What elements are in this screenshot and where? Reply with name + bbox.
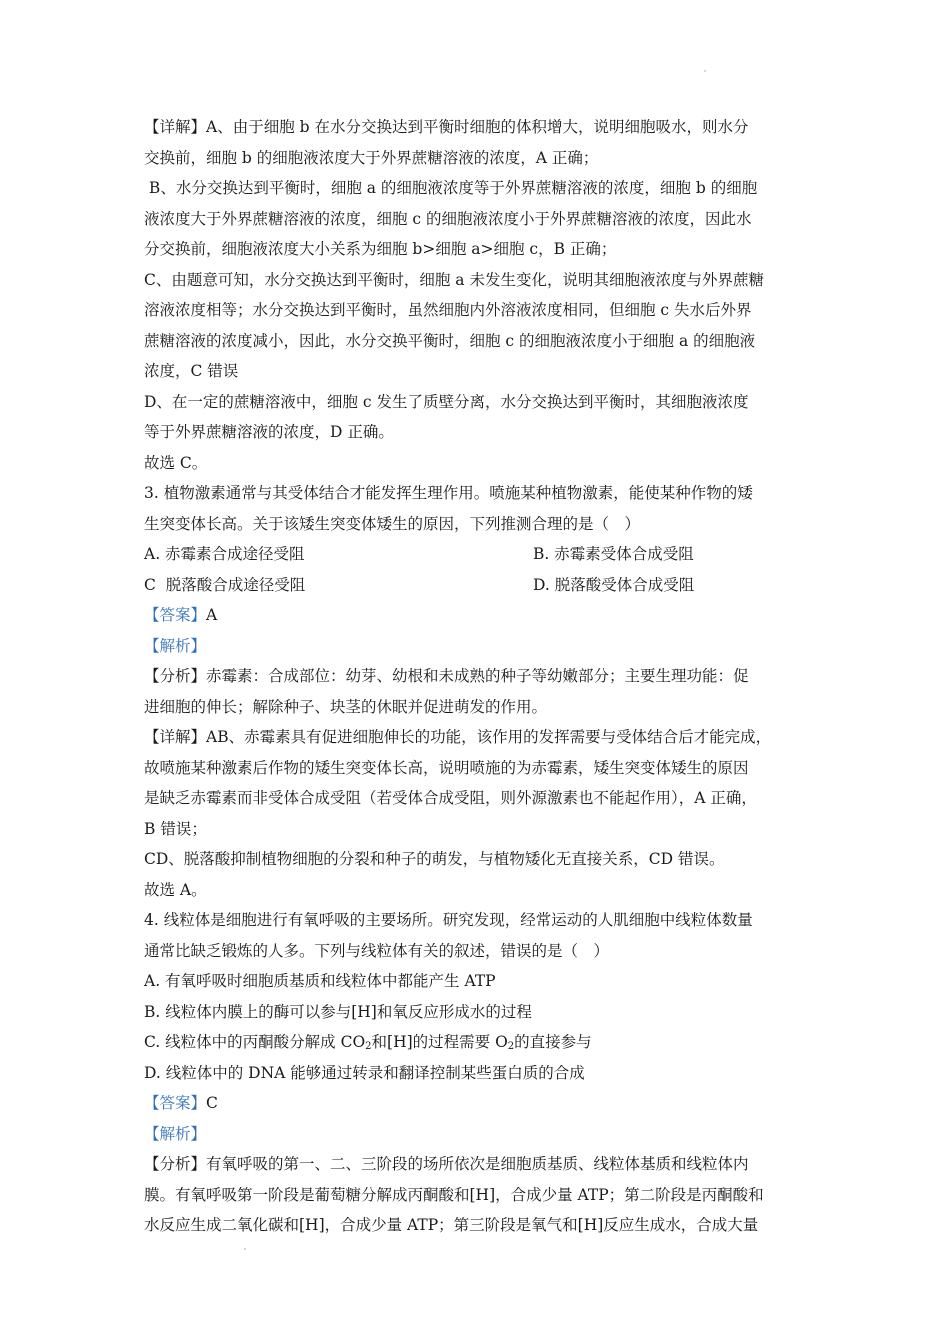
option-c: C. 线粒体中的丙酮酸分解成 $CO_2$和[H]的过程需要 $O_2$的直接参与 [144, 1033, 592, 1052]
text-line: 故选 A。 [144, 880, 207, 899]
option-b: B. 线粒体内膜上的酶可以参与[H]和氧反应形成水的过程 [144, 1002, 532, 1021]
text-line: 液浓度大于外界蔗糖溶液的浓度，细胞 c 的细胞液浓度小于外界蔗糖溶液的浓度，因此水 [144, 209, 752, 228]
text-line: 【详解】AB、赤霉素具有促进细胞伸长的功能，该作用的发挥需要与受体结合后才能完成， [144, 728, 772, 746]
text-line: 膜。有氧呼吸第一阶段是葡萄糖分解成丙酮酸和[H]，合成少量 ATP；第二阶段是丙酮酸和 [144, 1185, 764, 1204]
text-line: 是缺乏赤霉素而非受体合成受阻（若受体合成受阻，则外源激素也不能起作用），A 正确， [144, 789, 757, 807]
option-d: D. 脱落酸受体合成受阻 [533, 575, 695, 594]
text-line: 【分析】有氧呼吸的第一、二、三阶段的场所依次是细胞质基质、线粒体基质和线粒体内 [144, 1155, 749, 1173]
text-line: 【详解】A、由于细胞 b 在水分交换达到平衡时细胞的体积增大，说明细胞吸水，则水分 [144, 118, 749, 136]
text-line: 故喷施某种激素后作物的矮生突变体长高，说明喷施的为赤霉素，矮生突变体矮生的原因 [144, 758, 749, 777]
option-row [144, 539, 814, 570]
option-a: A. 赤霉素合成途径受阻 [144, 545, 305, 563]
question-stem: 生突变体长高。关于该矮生突变体矮生的原因，下列推测合理的是（ ） [144, 514, 641, 533]
answer-value: A [206, 606, 218, 624]
text-line: 溶液浓度相等；水分交换达到平衡时，虽然细胞内外溶液浓度相同，但细胞 c 失水后外界 [144, 301, 752, 319]
analysis-heading: 【解析】 [144, 1124, 207, 1143]
text-line: 【分析】赤霉素：合成部位：幼芽、幼根和未成熟的种子等幼嫩部分；主要生理功能：促 [144, 667, 749, 685]
question-4 [144, 905, 814, 1241]
text-line: B 错误； [144, 819, 207, 838]
text-line: 等于外界蔗糖溶液的浓度，D 正确。 [144, 423, 394, 441]
text-line: 进细胞的伸长；解除种子、块茎的休眠并促进萌发的作用。 [144, 697, 548, 716]
text-line: 交换前，细胞 b 的细胞液浓度大于外界蔗糖溶液的浓度，A 正确； [144, 148, 599, 167]
text-line: D、在一定的蔗糖溶液中，细胞 c 发生了质壁分离，水分交换达到平衡时，其细胞液浓度 [144, 392, 749, 411]
option-b: B. 赤霉素受体合成受阻 [533, 545, 694, 563]
text-line: 浓度，C 错误 [144, 362, 239, 380]
answer-line [144, 1088, 814, 1119]
answer-tag: 【答案】 [144, 1094, 207, 1112]
option-a: A. 有氧呼吸时细胞质基质和线粒体中都能产生 ATP [144, 972, 496, 990]
answer-value: C [206, 1094, 218, 1112]
text-line: 蔗糖溶液的浓度减小，因此，水分交换平衡时，细胞 c 的细胞液浓度小于细胞 a 的细胞液 [144, 331, 756, 350]
question-stem: 4. 线粒体是细胞进行有氧呼吸的主要场所。研究发现，经常运动的人肌细胞中线粒体数量 [144, 911, 753, 929]
scan-dot [244, 1248, 246, 1250]
question-3 [144, 478, 814, 905]
text-line: B、水分交换达到平衡时，细胞 a 的细胞液浓度等于外界蔗糖溶液的浓度，细胞 b 的细胞 [144, 179, 758, 197]
document-body [144, 112, 814, 1241]
answer-tag: 【答案】 [144, 606, 207, 624]
option-row [144, 570, 814, 601]
q2-detail [144, 112, 814, 478]
analysis-heading: 【解析】 [144, 636, 207, 655]
option-c: C 脱落酸合成途径受阻 [144, 575, 306, 594]
text-line: 分交换前，细胞液浓度大小关系为细胞 b>细胞 a>细胞 c，B 正确； [144, 240, 617, 258]
text-line: CD、脱落酸抑制植物细胞的分裂和种子的萌发，与植物矮化无直接关系，CD 错误。 [144, 850, 725, 868]
question-stem: 通常比缺乏锻炼的人多。下列与线粒体有关的叙述，错误的是（ ） [144, 941, 610, 960]
scan-dot [704, 70, 706, 72]
text-line: 水反应生成二氧化碳和[H]，合成少量 ATP；第三阶段是氧气和[H]反应生成水，合成大量 [144, 1216, 759, 1234]
question-stem: 3. 植物激素通常与其受体结合才能发挥生理作用。喷施某种植物激素，能使某种作物的矮 [144, 484, 753, 502]
text-line: 故选 C。 [144, 453, 208, 472]
option-d: D. 线粒体中的 DNA 能够通过转录和翻译控制某些蛋白质的合成 [144, 1063, 585, 1082]
text-line: C、由题意可知，水分交换达到平衡时，细胞 a 未发生变化，说明其细胞液浓度与外界蔗糖 [144, 270, 764, 289]
answer-line [144, 600, 814, 631]
